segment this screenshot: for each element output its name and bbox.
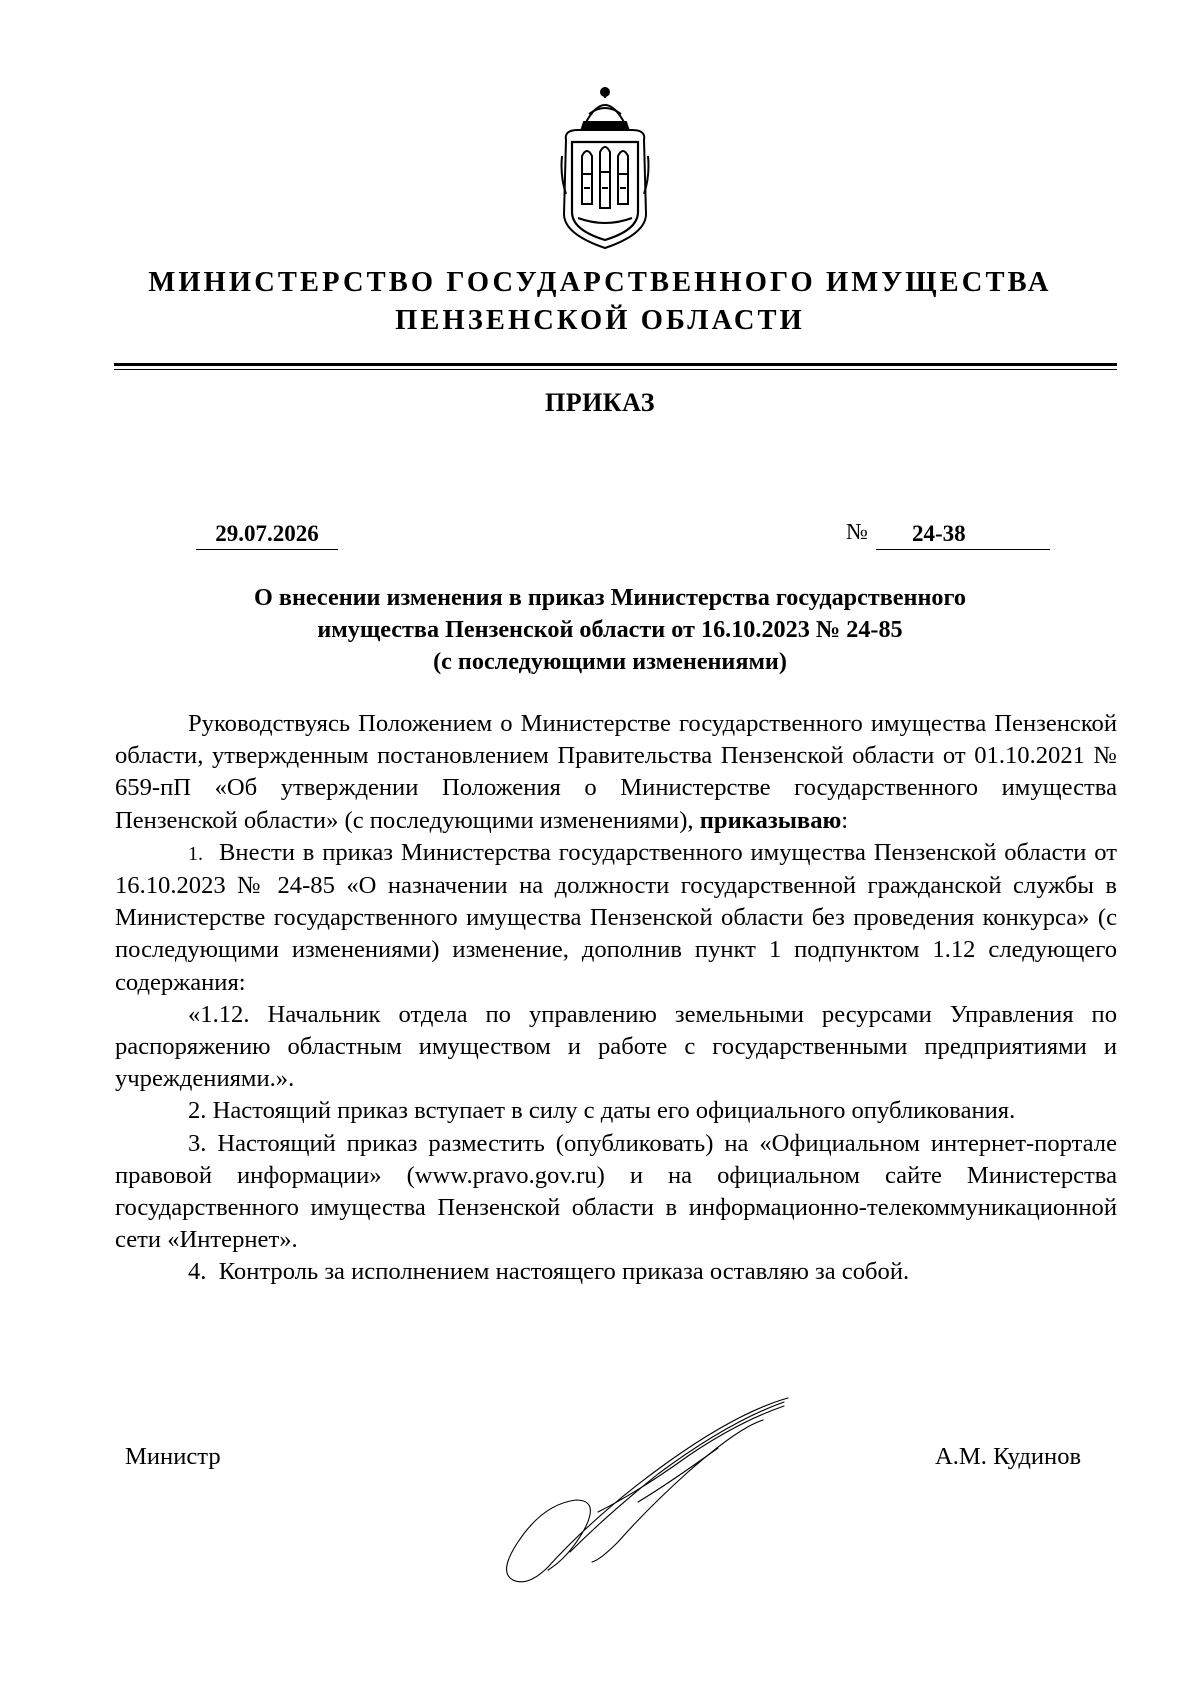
signatory-name: А.М. Кудинов — [935, 1443, 1082, 1470]
item-1-quote: «1.12. Начальник отдела по управлению земельными ресурсами Управления по распоряжению областным имуществом и работе с государственными предприятиями и учреждениями.». — [115, 1000, 1117, 1093]
subject-line1: О внесении изменения в приказ Министерства государственного — [254, 584, 966, 611]
document-type: ПРИКАЗ — [544, 388, 656, 417]
ministry-name-line1: МИНИСТЕРСТВО ГОСУДАРСТВЕННОГО ИМУЩЕСТВА — [148, 267, 1052, 298]
order-number-field — [876, 521, 1050, 550]
handwritten-signature — [488, 1392, 798, 1592]
item-2: 2. Настоящий приказ вступает в силу с даты его официального опубликования. — [188, 1097, 1016, 1125]
preamble-paragraph — [115, 708, 1117, 837]
coat-of-arms-icon — [560, 84, 650, 252]
ministry-name-line2: ПЕНЗЕНСКОЙ ОБЛАСТИ — [395, 305, 805, 336]
order-subject — [120, 582, 1100, 678]
preamble-colon: : — [841, 806, 849, 834]
item-1-number: 1. — [188, 842, 203, 865]
preamble-text: Руководствуясь Положением о Министерстве государственного имущества Пензенской области, утвержденным постановлением Правительства Пензенской области от 01.10.2021 № 659-пП «Об утверждении Положения о Министерстве государственного имущества Пензенской области» (с последующими изменениями), — [115, 710, 1117, 834]
subject-line3: (с последующими изменениями) — [433, 648, 787, 675]
item-3: 3. Настоящий приказ разместить (опубликовать) на «Официальном интернет-портале правовой информации» (www.pravo.gov.ru) и на официальном сайте Министерства государственного имущества Пензенской области в информационно-телекоммуникационной сети «Интернет». — [115, 1129, 1117, 1254]
order-date: 29.07.2026 — [196, 521, 338, 550]
subject-line2: имущества Пензенской области от 16.10.2023 № 24-85 — [317, 616, 903, 643]
preamble-directive: приказываю — [699, 806, 842, 834]
header-rule-thick — [114, 363, 1117, 366]
order-number: 24-38 — [912, 521, 966, 546]
header-rule-thin — [114, 369, 1117, 370]
signatory-title: Министр — [125, 1443, 221, 1470]
item-1-text: Внести в приказ Министерства государственного имущества Пензенской области от 16.10.2023 № 24-85 «О назначении на должности государственной гражданской службы в Министерстве государственного имущества Пензенской области без проведения конкурса» (с последующими изменениями) изменение, дополнив пункт 1 подпунктом 1.12 следующего содержания: — [115, 838, 1117, 996]
order-body — [115, 708, 1117, 1289]
number-sign: № — [846, 519, 868, 544]
item-4: 4. Контроль за исполнением настоящего приказа оставляю за собой. — [188, 1258, 910, 1286]
ministry-name — [100, 264, 1100, 340]
item-1 — [115, 837, 1117, 999]
